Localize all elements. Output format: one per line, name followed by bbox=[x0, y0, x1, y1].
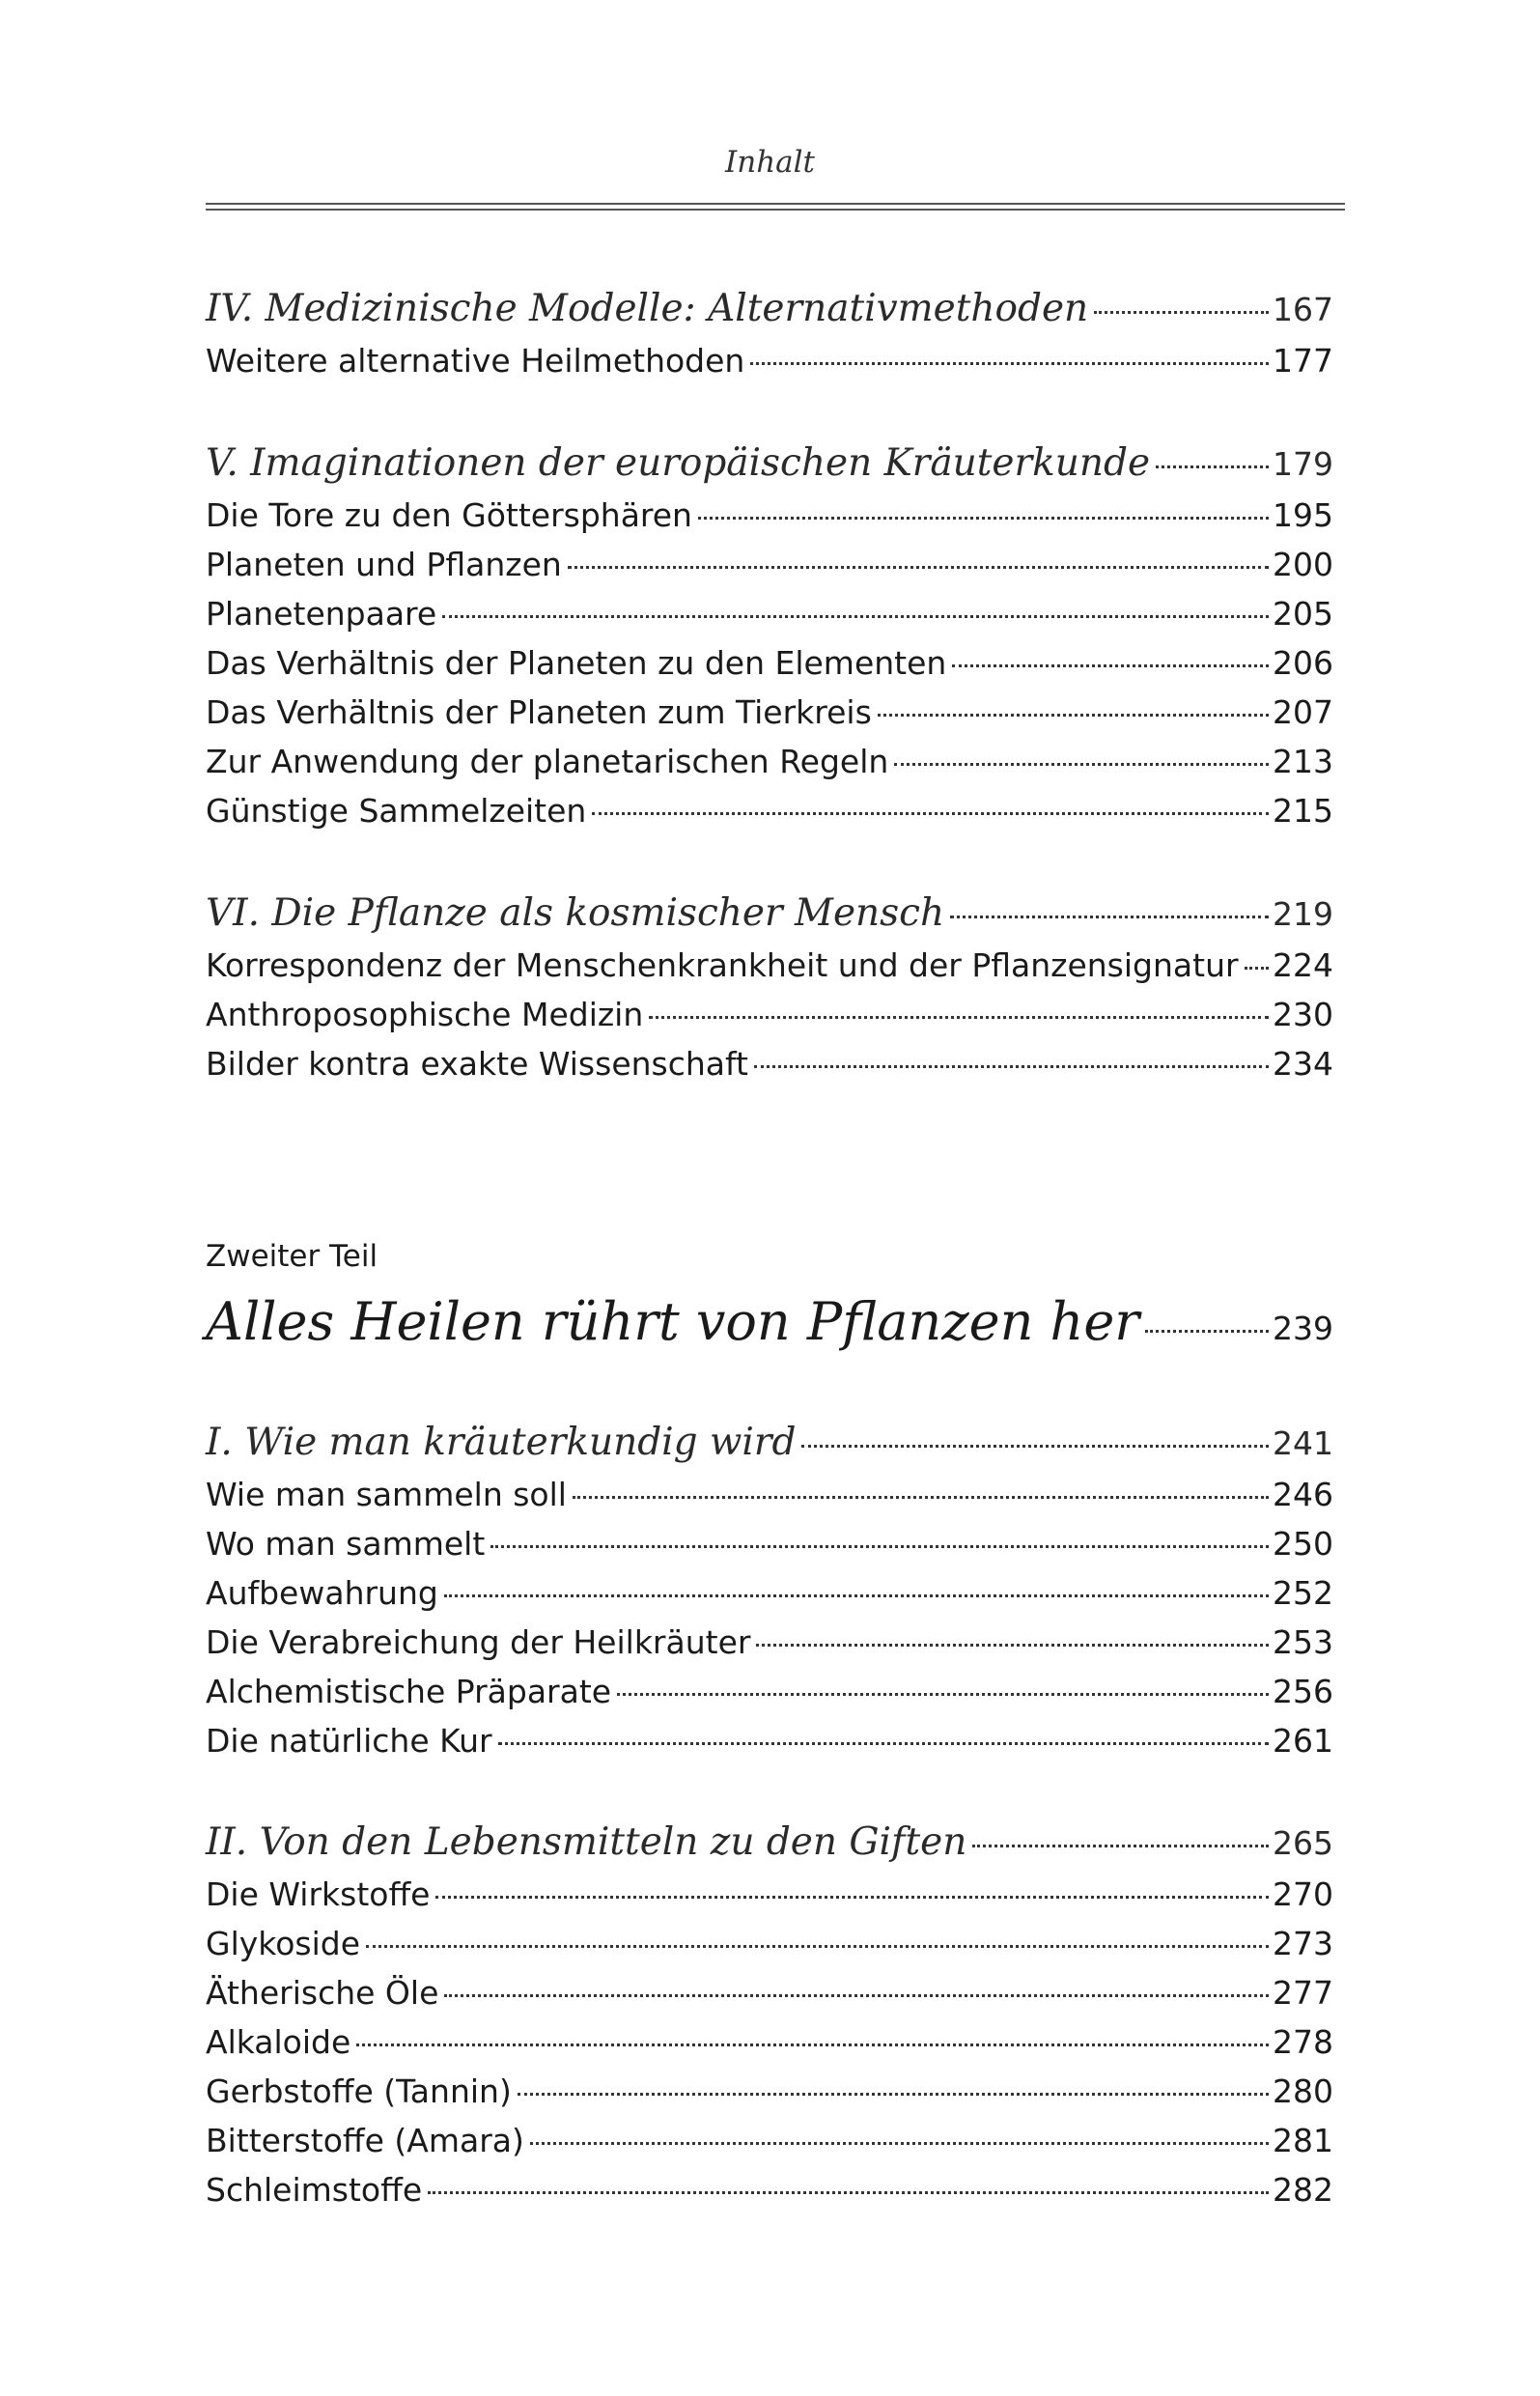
entry-title: Bitterstoffe (Amara) bbox=[206, 2122, 524, 2159]
part-title: Alles Heilen rührt von Pflanzen her bbox=[206, 1291, 1140, 1352]
toc-section bbox=[206, 1816, 1333, 2214]
toc-section bbox=[206, 437, 1333, 835]
page-number: 234 bbox=[1273, 1045, 1333, 1083]
page-number: 265 bbox=[1273, 1824, 1333, 1862]
page-number: 280 bbox=[1273, 2072, 1333, 2110]
page-number: 278 bbox=[1273, 2023, 1333, 2061]
part-heading bbox=[206, 1288, 1333, 1356]
dot-leader bbox=[490, 1545, 1269, 1548]
entry-title: Günstige Sammelzeiten bbox=[206, 792, 587, 830]
entry-title: Die Verabreichung der Heilkräuter bbox=[206, 1623, 751, 1661]
dot-leader bbox=[573, 1496, 1269, 1499]
toc-entry[interactable] bbox=[206, 990, 1333, 1039]
toc-entry[interactable] bbox=[206, 1968, 1333, 2017]
page-number: 177 bbox=[1273, 342, 1333, 380]
toc-chapter-entry[interactable] bbox=[206, 282, 1333, 336]
page-number: 277 bbox=[1273, 1974, 1333, 2012]
entry-title: Die Wirkstoffe bbox=[206, 1875, 431, 1913]
entry-title: Planetenpaare bbox=[206, 595, 437, 633]
dot-leader bbox=[750, 362, 1269, 365]
entry-title: Ätherische Öle bbox=[206, 1974, 439, 2012]
page-number: 219 bbox=[1273, 895, 1333, 933]
entry-title: Aufbewahrung bbox=[206, 1574, 438, 1612]
toc-chapter-entry[interactable] bbox=[206, 437, 1333, 491]
page-number: 200 bbox=[1273, 546, 1333, 583]
page-number: 261 bbox=[1273, 1722, 1333, 1760]
dot-leader bbox=[356, 2044, 1269, 2046]
entry-title: Zur Anwendung der planetarischen Regeln bbox=[206, 743, 889, 780]
toc-entry[interactable] bbox=[206, 2067, 1333, 2116]
dot-leader bbox=[518, 2093, 1269, 2096]
dot-leader bbox=[754, 1065, 1269, 1068]
page-number: 179 bbox=[1273, 445, 1333, 483]
dot-leader bbox=[530, 2142, 1269, 2145]
toc-section bbox=[206, 887, 1333, 1088]
toc-chapter-entry[interactable] bbox=[206, 1816, 1333, 1870]
page-number: 239 bbox=[1273, 1310, 1333, 1347]
dot-leader bbox=[972, 1845, 1269, 1847]
entry-title: Anthroposophische Medizin bbox=[206, 996, 644, 1033]
toc-entry[interactable] bbox=[206, 1919, 1333, 1968]
toc-entry[interactable] bbox=[206, 1519, 1333, 1568]
entry-title: Die natürliche Kur bbox=[206, 1722, 492, 1760]
dot-leader bbox=[1156, 465, 1269, 468]
running-head: Inhalt bbox=[724, 145, 816, 180]
header-rule-bottom bbox=[206, 209, 1345, 211]
chapter-title: VI. Die Pflanze als kosmischer Mensch bbox=[206, 891, 945, 935]
page-number: 253 bbox=[1273, 1623, 1333, 1661]
page-number: 252 bbox=[1273, 1574, 1333, 1612]
toc-entry[interactable] bbox=[206, 638, 1333, 688]
entry-title: Die Tore zu den Göttersphären bbox=[206, 496, 692, 534]
entry-title: Wie man sammeln soll bbox=[206, 1476, 567, 1513]
page-number: 256 bbox=[1273, 1673, 1333, 1710]
dot-leader bbox=[756, 1644, 1269, 1647]
entry-title: Alkaloide bbox=[206, 2023, 351, 2061]
page-number: 224 bbox=[1273, 946, 1333, 984]
page-number: 206 bbox=[1273, 644, 1333, 682]
page-number: 273 bbox=[1273, 1925, 1333, 1962]
entry-title: Gerbstoffe (Tannin) bbox=[206, 2072, 512, 2110]
header-rule-top bbox=[206, 203, 1345, 205]
dot-leader bbox=[1245, 967, 1269, 970]
dot-leader bbox=[442, 615, 1269, 618]
dot-leader bbox=[649, 1016, 1269, 1019]
dot-leader bbox=[698, 517, 1269, 520]
dot-leader bbox=[568, 566, 1269, 569]
dot-leader bbox=[878, 714, 1269, 717]
entry-title: Glykoside bbox=[206, 1925, 361, 1962]
toc-entry[interactable] bbox=[206, 2165, 1333, 2214]
chapter-title: II. Von den Lebensmitteln zu den Giften bbox=[206, 1820, 967, 1864]
toc-entry[interactable] bbox=[206, 2017, 1333, 2067]
entry-title: Weitere alternative Heilmethoden bbox=[206, 342, 745, 380]
dot-leader bbox=[617, 1693, 1269, 1696]
page-number: 246 bbox=[1273, 1476, 1333, 1513]
page-number: 250 bbox=[1273, 1525, 1333, 1563]
page-number: 270 bbox=[1273, 1875, 1333, 1913]
entry-title: Das Verhältnis der Planeten zum Tierkreis bbox=[206, 693, 872, 731]
dot-leader bbox=[428, 2191, 1269, 2194]
toc-entry[interactable] bbox=[206, 2116, 1333, 2165]
page-number: 215 bbox=[1273, 792, 1333, 830]
dot-leader bbox=[498, 1742, 1269, 1745]
page-number: 207 bbox=[1273, 693, 1333, 731]
entry-title: Schleimstoffe bbox=[206, 2171, 423, 2209]
dot-leader bbox=[1094, 311, 1269, 314]
toc-entry[interactable] bbox=[206, 1568, 1333, 1618]
entry-title: Planeten und Pflanzen bbox=[206, 546, 562, 583]
entry-title: Alchemistische Präparate bbox=[206, 1673, 612, 1710]
chapter-title: I. Wie man kräuterkundig wird bbox=[206, 1421, 797, 1464]
dot-leader bbox=[444, 1994, 1269, 1997]
toc-entry[interactable] bbox=[206, 491, 1333, 540]
dot-leader bbox=[801, 1445, 1269, 1448]
page-number: 241 bbox=[1273, 1424, 1333, 1462]
dot-leader bbox=[952, 664, 1269, 667]
dot-leader bbox=[366, 1945, 1269, 1948]
toc-entry[interactable] bbox=[206, 1870, 1333, 1919]
chapter-title: IV. Medizinische Modelle: Alternativmethoden bbox=[206, 287, 1089, 330]
toc-section bbox=[206, 282, 1333, 385]
toc-chapter-entry[interactable] bbox=[206, 887, 1333, 941]
part-label: Zweiter Teil bbox=[206, 1239, 378, 1274]
dot-leader bbox=[894, 763, 1269, 766]
toc-entry[interactable] bbox=[206, 589, 1333, 638]
dot-leader bbox=[435, 1896, 1269, 1899]
toc-entry[interactable] bbox=[206, 941, 1333, 990]
dot-leader bbox=[950, 916, 1269, 918]
dot-leader bbox=[444, 1594, 1269, 1597]
entry-title: Korrespondenz der Menschenkrankheit und der Pflanzensignatur bbox=[206, 946, 1239, 984]
toc-entry[interactable] bbox=[206, 1039, 1333, 1088]
entry-title: Wo man sammelt bbox=[206, 1525, 486, 1563]
page-number: 205 bbox=[1273, 595, 1333, 633]
toc-entry[interactable] bbox=[206, 1470, 1333, 1519]
entry-title: Bilder kontra exakte Wissenschaft bbox=[206, 1045, 748, 1083]
toc-entry[interactable] bbox=[206, 1716, 1333, 1765]
page-number: 282 bbox=[1273, 2171, 1333, 2209]
toc-entry[interactable] bbox=[206, 786, 1333, 835]
chapter-title: V. Imaginationen der europäischen Kräuterkunde bbox=[206, 441, 1151, 485]
entry-title: Das Verhältnis der Planeten zu den Elementen bbox=[206, 644, 947, 682]
toc-entry[interactable] bbox=[206, 688, 1333, 737]
toc-entry[interactable] bbox=[206, 540, 1333, 589]
toc-part-entry[interactable] bbox=[206, 1288, 1333, 1356]
toc-entry[interactable] bbox=[206, 1667, 1333, 1716]
toc-chapter-entry[interactable] bbox=[206, 1416, 1333, 1470]
page-number: 213 bbox=[1273, 743, 1333, 780]
toc-entry[interactable] bbox=[206, 737, 1333, 786]
toc-section bbox=[206, 1416, 1333, 1765]
page-number: 230 bbox=[1273, 996, 1333, 1033]
dot-leader bbox=[592, 812, 1269, 815]
page-number: 281 bbox=[1273, 2122, 1333, 2159]
page-number: 195 bbox=[1273, 496, 1333, 534]
toc-entry[interactable] bbox=[206, 336, 1333, 385]
dot-leader bbox=[1145, 1330, 1269, 1333]
page-number: 167 bbox=[1273, 291, 1333, 328]
toc-entry[interactable] bbox=[206, 1618, 1333, 1667]
